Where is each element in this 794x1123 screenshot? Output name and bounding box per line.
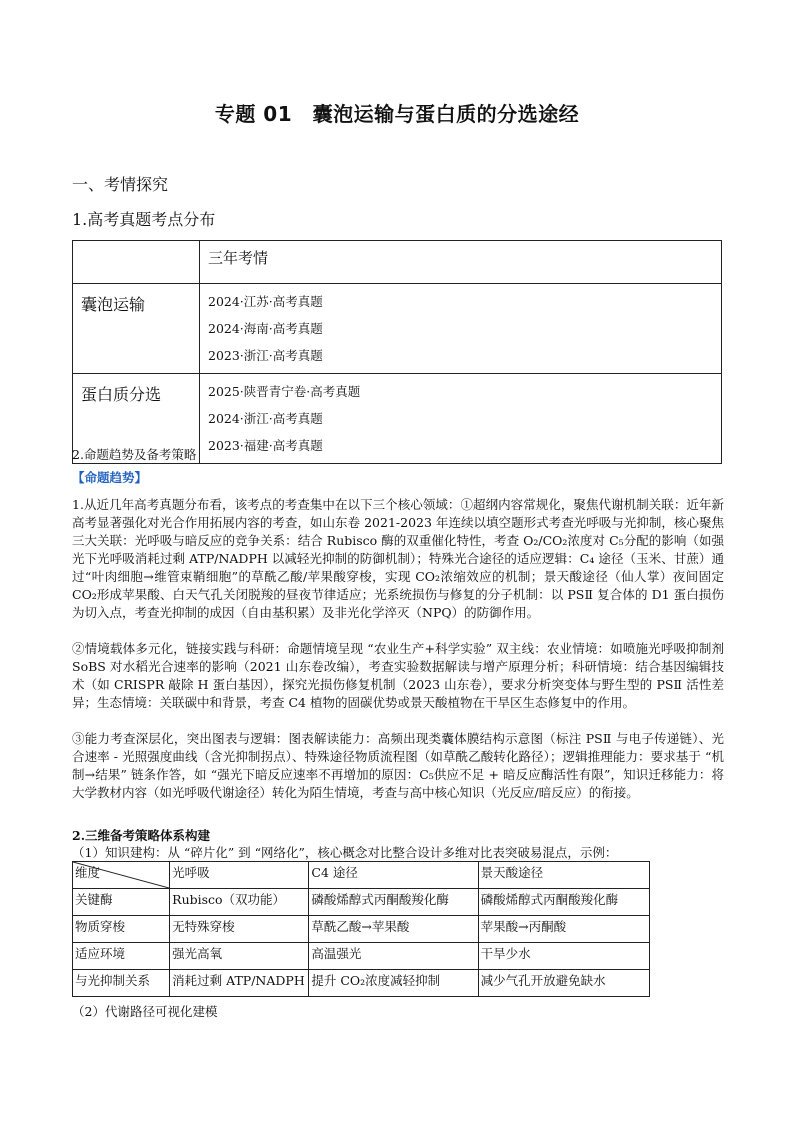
list-item: 2024·浙江·高考真题 — [208, 411, 323, 426]
section-heading-2-1: （1）知识建构：从 “碎片化” 到 “网络化”，核心概念对比整合设计多维对比表突破易混点，示例： — [72, 845, 618, 860]
table-header-cell: 景天酸途径 — [478, 862, 649, 889]
list-item: 2024·江苏·高考真题 — [208, 294, 323, 309]
list-item: 2025·陕晋青宁卷·高考真题 — [208, 384, 361, 399]
page-title: 专题 01 囊泡运输与蛋白质的分选途经 — [214, 102, 580, 126]
table-cell: 干旱少水 — [478, 943, 649, 970]
table-cell: 适应环境 — [73, 943, 170, 970]
table-cell: 苹果酸→丙酮酸 — [478, 916, 649, 943]
table-header-cell: 三年考情 — [200, 241, 722, 284]
items-cell — [200, 284, 722, 374]
table-header-cell: 光呼吸 — [170, 862, 309, 889]
table-cell: 消耗过剩 ATP/NADPH — [170, 970, 309, 997]
table-cell: 强光高氧 — [170, 943, 309, 970]
table-cell — [73, 241, 200, 284]
table-row — [73, 970, 650, 997]
comparison-table — [72, 861, 650, 997]
table-cell: 关键酶 — [73, 889, 170, 916]
section-heading-2-2: （2）代谢路径可视化建模 — [72, 1004, 218, 1019]
paragraph: ②情境载体多元化，链接实践与科研：命题情境呈现 “农业生产+科学实验” 双主线：农业情境：如喷施光呼吸抑制剂 SoBS 对水稻光合速率的影响（2021 山东卷改编），考查实验数据解读与增产原理分析；科研情境：结合基因编辑技术（如 CRISPR 敲除 H 蛋白基因），探究光损伤修复机制（2023 山东卷），要求分析突变体与野生型的 PSⅡ 活性差异；生态情境：关联碳中和背景，考查 C4 植物的固碳优势或景天酸植物在干旱区生态修复中的作用。 — [72, 641, 724, 710]
list-item: 2023·浙江·高考真题 — [208, 348, 323, 363]
table-cell: 磷酸烯醇式丙酮酸羧化酶 — [309, 889, 478, 916]
header-label: 维度 — [75, 865, 101, 880]
table-row — [73, 916, 650, 943]
table-row — [73, 241, 722, 284]
table-cell: 无特殊穿梭 — [170, 916, 309, 943]
list-item: 2023·福建·高考真题 — [208, 438, 323, 453]
items-cell — [200, 374, 722, 464]
topic-cell: 蛋白质分选 — [73, 374, 200, 464]
section-heading-2: 2.三维备考策略体系构建 — [72, 828, 211, 843]
table-row — [73, 862, 650, 889]
exam-distribution-table — [72, 240, 722, 464]
diagonal-line — [73, 862, 169, 888]
table-cell: 高温强光 — [309, 943, 478, 970]
table-cell: 减少气孔开放避免缺水 — [478, 970, 649, 997]
paragraph: ③能力考查深层化，突出图表与逻辑：图表解读能力：高频出现类囊体膜结构示意图（标注 PSⅡ 与电子传递链）、光合速率 - 光照强度曲线（含光抑制拐点）、特殊途径物质流程图（如草酰乙酸转化路径）；逻辑推理能力：要求基于 “机制→结果” 链条作答，如 “强光下暗反应速率不再增加的原因：C₅供应不足 + 暗反应酶活性有限”，知识迁移能力：将大学教材内容（如光呼吸代谢途径）转化为陌生情境，考查与高中核心知识（光反应/暗反应）的衔接。 — [72, 731, 724, 800]
table-cell: 与光抑制关系 — [73, 970, 170, 997]
table-row — [73, 284, 722, 374]
table-cell: 草酰乙酸→苹果酸 — [309, 916, 478, 943]
table-cell: 物质穿梭 — [73, 916, 170, 943]
paragraph: 1.从近几年高考真题分布看，该考点的考查集中在以下三个核心领域：①超纲内容常规化，聚焦代谢机制关联：近年新高考显著强化对光合作用拓展内容的考查，如山东卷 2021-2023 年连续以填空题形式考查光呼吸与光抑制，核心聚焦三大关联：光呼吸与暗反应的竞争关系：结合 Rubisco 酶的双重催化特性，考查 O₂/CO₂浓度对 C₅分配的影响（如强光下光呼吸消耗过剩 ATP/NADPH 以减轻光抑制的防御机制）；特殊光合途径的适应逻辑：C₄ 途径（玉米、甘蔗）通过“叶肉细胞→维管束鞘细胞”的草酰乙酸/苹果酸穿梭，实现 CO₂浓缩效应的机制；景天酸途径（仙人掌）夜间固定 CO₂形成苹果酸、白天气孔关闭脱羧的昼夜节律适应；光系统损伤与修复的分子机制：以 PSⅡ 复合体的 D1 蛋白损伤为切入点，考查光抑制的成因（自由基积累）及非光化学淬灭（NPQ）的防御作用。 — [72, 497, 724, 620]
section-heading-1: 一、考情探究 — [72, 175, 169, 194]
table-header-cell — [73, 862, 170, 889]
table-cell: Rubisco（双功能） — [170, 889, 309, 916]
table-header-cell: C4 途径 — [309, 862, 478, 889]
table-cell: 磷酸烯醇式丙酮酸羧化酶 — [478, 889, 649, 916]
table-cell: 提升 CO₂浓度减轻抑制 — [309, 970, 478, 997]
table-row — [73, 943, 650, 970]
section-heading-1-2: 2.命题趋势及备考策略 — [72, 447, 197, 462]
topic-cell: 囊泡运输 — [73, 284, 200, 374]
table-row — [73, 889, 650, 916]
trend-badge: 【命题趋势】 — [72, 470, 148, 485]
section-heading-1-1: 1.高考真题考点分布 — [72, 210, 216, 229]
list-item: 2024·海南·高考真题 — [208, 321, 323, 336]
